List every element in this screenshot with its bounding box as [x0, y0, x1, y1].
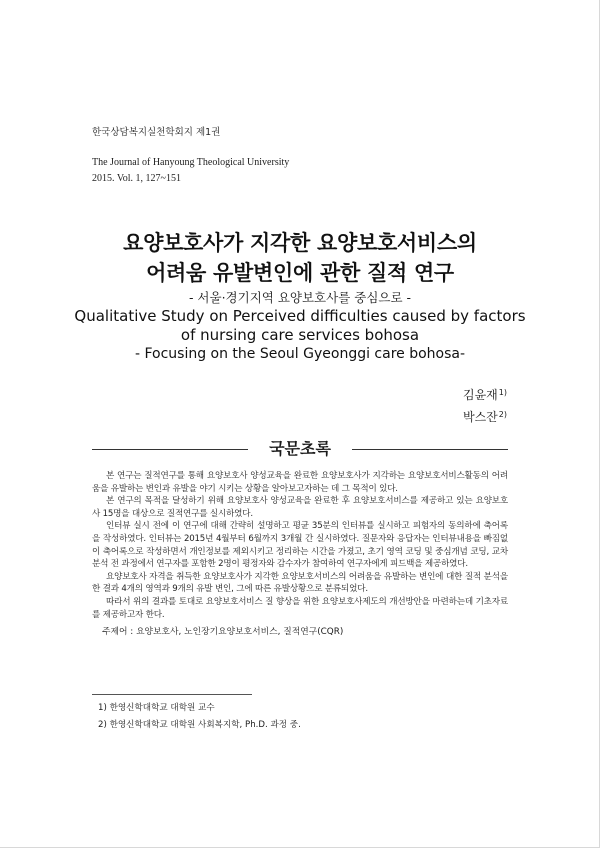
journal-name-ko: 한국상담복지실천학회지 제1권: [92, 127, 221, 138]
abstract-paragraph: 따라서 위의 결과를 토대로 요양보호서비스 질 향상을 위한 요양보호사제도의 개선방안을 마련하는데 기초자료를 제공하고자 한다.: [92, 596, 508, 620]
footnotes: [92, 700, 512, 734]
author-name: 김윤재: [463, 388, 498, 402]
title-block: [60, 228, 540, 364]
abstract-paragraph: 본 연구는 질적연구를 통해 요양보호사 양성교육을 완료한 요양보호사가 지각하는 요양보호서비스활동의 어려움을 유발하는 변인과 유발을 야기 시키는 상황을 알아보고자하는 데 그 목적이 있다.: [92, 471, 508, 494]
keywords-line: [102, 626, 502, 639]
abstract-paragraph: 요양보호사 자격을 취득한 요양보호사가 지각한 요양보호서비스의 어려움을 유발하는 변인에 대한 질적 분석을 한 결과 4개의 영역과 9개의 유발 변인, 그에 따른 유발상황으로 분류되었다.: [92, 571, 508, 595]
author-footnote-mark: 2): [498, 410, 507, 419]
title-ko-line-1: 요양보호사가 지각한 요양보호서비스의: [123, 231, 477, 255]
title-ko-line-2: 어려움 유발변인에 관한 질적 연구: [146, 261, 454, 285]
footnote-mark: 1): [98, 703, 107, 713]
journal-name-en: The Journal of Hanyoung Theological University: [92, 156, 290, 168]
journal-citation: 2015. Vol. 1, 127~151: [92, 172, 181, 184]
footnote-divider: [92, 694, 252, 695]
footnote-item: [92, 700, 512, 717]
journal-header: [92, 128, 289, 184]
keywords-label: 주제어: [102, 627, 128, 637]
abstract-heading: 국문초록: [269, 439, 331, 458]
heading-rule-right: [352, 449, 508, 450]
title-en-line-1: Qualitative Study on Perceived difficulties caused by factors: [74, 307, 526, 325]
author-footnote-mark: 1): [498, 388, 507, 397]
keywords-value: 요양보호사, 노인장기요양보호서비스, 질적연구(CQR): [136, 627, 344, 637]
author-name: 박스잔: [463, 410, 498, 424]
footnote-item: [92, 717, 512, 734]
author-item: [463, 405, 507, 427]
title-en-line-2: of nursing care services bohosa: [180, 326, 420, 344]
abstract-heading-bar: [92, 436, 508, 462]
keywords-separator: :: [127, 627, 137, 637]
author-list: [463, 383, 507, 427]
abstract-paragraph: 인터뷰 실시 전에 이 연구에 대해 간략히 설명하고 평균 35분의 인터뷰를 실시하고 피험자의 동의하에 축어록을 작성하였다. 인터뷰는 2015년 4월부터 6월까지 3개월 간 실시하였다. 질문자와 응답자는 인터뷰내용을 빠짐없이 축어록으로 작성하면서 개인정보를 제외시키고 정리하는 시간을 가졌고, 초기 영역 코딩 및 중심개념 코딩, 교차분석 전 과정에서 연구자를 포함한 2명이 평정자와 감수자가 참여하여 연구자에게 피드백을 제공하였다.: [92, 521, 508, 570]
abstract-paragraph: 본 연구의 목적을 달성하기 위해 요양보호사 양성교육을 완료한 후 요양보호서비스를 제공하고 있는 요양보호사 15명을 대상으로 질적연구를 실시하였다.: [92, 496, 508, 519]
footnote-text: 한영신학대학교 대학원 사회복지학, Ph.D. 과정 중.: [109, 720, 301, 730]
author-item: [463, 383, 507, 405]
subtitle-ko: - 서울·경기지역 요양보호사를 중심으로 -: [188, 290, 412, 305]
subtitle-en: - Focusing on the Seoul Gyeonggi care bohosa-: [134, 346, 466, 362]
footnote-mark: 2): [98, 720, 107, 730]
footnote-text: 한영신학대학교 대학원 교수: [109, 703, 215, 713]
abstract-body: [92, 470, 508, 621]
